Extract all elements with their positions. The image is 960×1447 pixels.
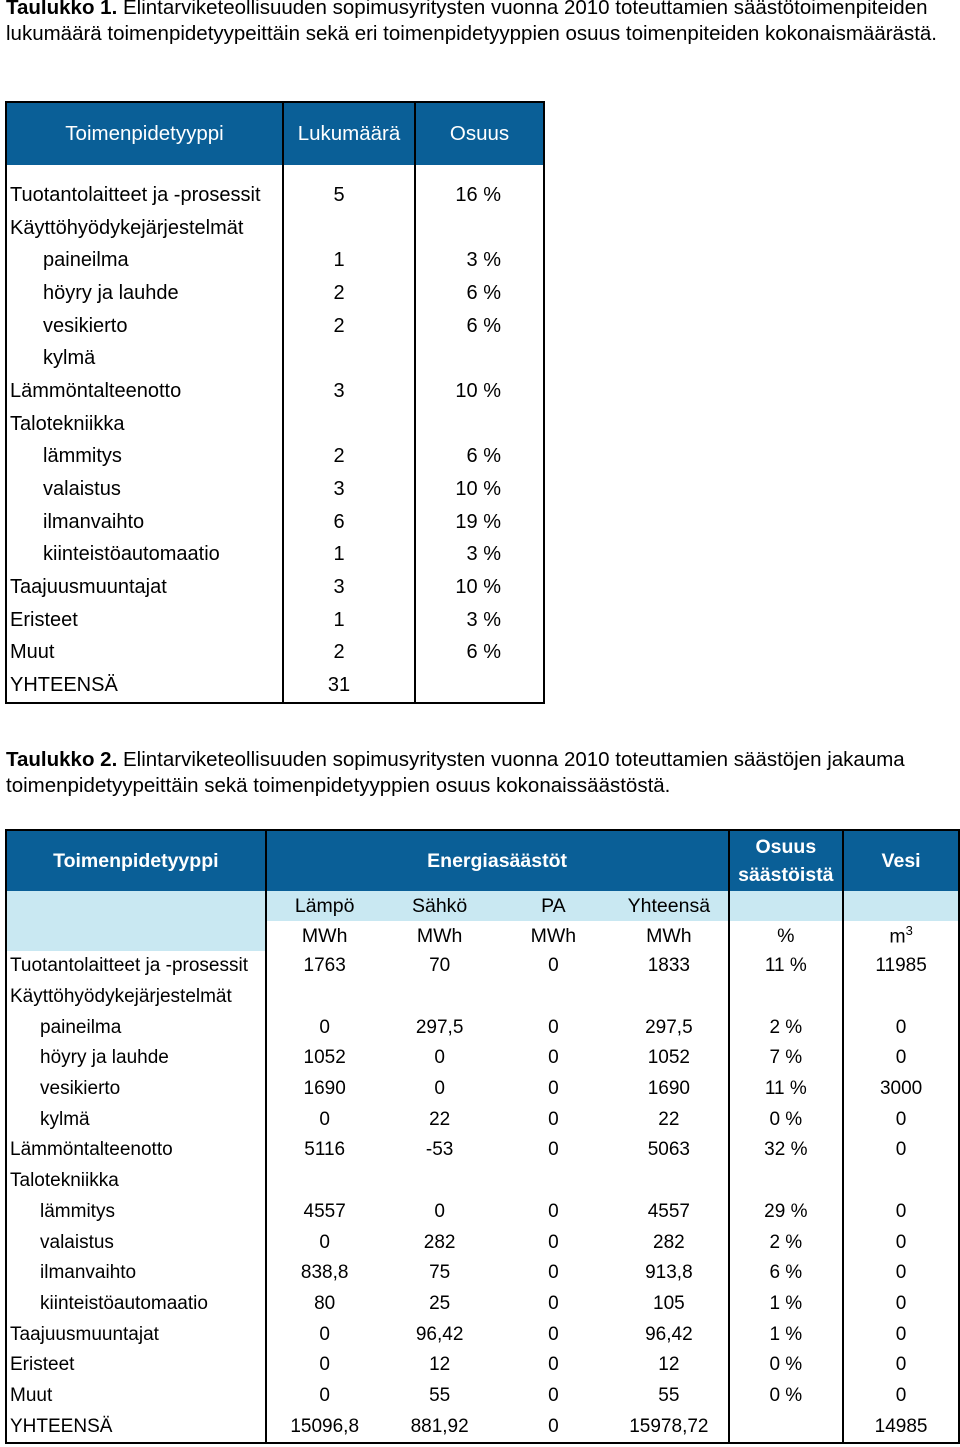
table1-cell-label: Lämmöntalteenotto: [6, 375, 283, 408]
table1-cell-label: kylmä: [6, 342, 283, 375]
table2-cell-label: lämmitys: [6, 1197, 266, 1228]
table2-row: [6, 1411, 959, 1443]
table2-unit-water: [843, 921, 959, 951]
table2-cell-share: [729, 982, 844, 1013]
table2-cell-label: YHTEENSÄ: [6, 1411, 266, 1443]
table2-cell-total: 22: [610, 1104, 728, 1135]
table2-cell-total: [610, 982, 728, 1013]
table1-cell-label: vesikierto: [6, 310, 283, 343]
table1-row: [6, 277, 544, 310]
table2-cell-elec: [383, 982, 497, 1013]
table1-cell-count: 5: [283, 179, 415, 212]
table2-cell-total: 1690: [610, 1074, 728, 1105]
table1-cell-share: 10 %: [455, 379, 501, 402]
table2-cell-label: Lämmöntalteenotto: [6, 1135, 266, 1166]
table2-subheader-water-empty: [843, 891, 959, 921]
table1-cell-share: [415, 669, 544, 703]
table2-cell-pa: 0: [548, 1139, 559, 1161]
table2-cell-share: 1 %: [729, 1289, 844, 1320]
table1-spacer-row: [6, 165, 544, 179]
table2-cell-share: 6 %: [729, 1258, 844, 1289]
table1-cell-count: 6: [283, 506, 415, 539]
table1-cell-label: Talotekniikka: [6, 408, 283, 441]
table2-cell-pa: 0: [548, 955, 559, 977]
table2-cell-heat: 5116: [304, 1139, 346, 1161]
table2-cell-label: paineilma: [6, 1012, 266, 1043]
table1-row: [6, 310, 544, 343]
table2-cell-total: 4557: [610, 1197, 728, 1228]
table2-unit-pa: MWh: [497, 921, 611, 951]
table1-cell-share: [415, 342, 544, 375]
table2-cell-heat: 4557: [303, 1200, 346, 1222]
table2-cell-water: [843, 982, 959, 1013]
table2-cell-share: [729, 1411, 844, 1443]
table1-cell-label: paineilma: [6, 244, 283, 277]
table2-cell-total: 96,42: [610, 1319, 728, 1350]
table2-cell-elec: 75: [429, 1262, 451, 1284]
table1-row: [6, 244, 544, 277]
table2-row: [6, 1350, 959, 1381]
table2-row: [6, 1104, 959, 1135]
table2-row: [6, 1012, 959, 1043]
table2-cell-heat: [266, 1166, 383, 1197]
table1-cell-share: 6 %: [466, 314, 501, 337]
table1-cell-count: 3: [283, 375, 415, 408]
table2-cell-pa: 0: [548, 1231, 559, 1253]
table2-cell-share: 11 %: [729, 951, 844, 982]
table2-cell-water: 0: [895, 1262, 907, 1284]
table1-cell-count: [283, 212, 415, 245]
table2-cell-pa: 0: [548, 1200, 559, 1222]
table2-cell-elec: -53: [425, 1139, 454, 1161]
table2-cell-water: 11985: [875, 955, 927, 977]
table2-row: [6, 1135, 959, 1166]
table2-cell-share: 32 %: [729, 1135, 844, 1166]
table2-cell-label: Eristeet: [6, 1350, 266, 1381]
table2-cell-heat: 0: [319, 1231, 330, 1253]
table2-unit-water-base: m: [889, 925, 906, 948]
table1-spacer-cell: [6, 165, 283, 179]
table2-cell-heat: 15096,8: [290, 1415, 360, 1437]
table1-header-share: Osuus: [415, 102, 544, 165]
table2-cell-share: 7 %: [729, 1043, 844, 1074]
table1-cell-share: 16 %: [455, 183, 501, 206]
table2-row: [6, 1227, 959, 1258]
table1-cell-count: 1: [283, 244, 415, 277]
table1-cell-label: kiinteistöautomaatio: [6, 539, 283, 572]
table2-cell-heat: 1690: [303, 1078, 346, 1100]
table2-cell-heat: [266, 982, 383, 1013]
table2-cell-total: 55: [610, 1381, 728, 1412]
table1-header-row: [6, 102, 544, 165]
table2-cell-total: 12: [610, 1350, 728, 1381]
table2-cell-heat: 0: [319, 1354, 330, 1376]
table1-cell-label: lämmitys: [6, 441, 283, 474]
table2-cell-share: [729, 1166, 844, 1197]
table1-cell-share: 3 %: [466, 249, 501, 272]
table2-cell-water: 0: [895, 1292, 907, 1314]
table1-cell-count: 2: [283, 310, 415, 343]
table2-cell-elec: 22: [429, 1108, 451, 1130]
table2-cell-share: 2 %: [729, 1012, 844, 1043]
table2-cell-elec: 70: [429, 955, 451, 977]
table2-cell-pa: [497, 982, 611, 1013]
table1-cell-share: [415, 212, 544, 245]
table1-cell-share: 10 %: [455, 576, 501, 599]
table1-cell-label: höyry ja lauhde: [6, 277, 283, 310]
table1-row: [6, 571, 544, 604]
table2-unit-elec: MWh: [383, 921, 497, 951]
table2-cell-heat: 838,8: [300, 1262, 349, 1284]
table2-row: [6, 1258, 959, 1289]
table2-cell-label: kylmä: [6, 1104, 266, 1135]
table2-cell-total: 1833: [610, 951, 728, 982]
table2-cell-water: [843, 1166, 959, 1197]
table2-cell-elec: 0: [434, 1200, 445, 1222]
table2-cell-elec: 25: [429, 1292, 451, 1314]
table2-cell-water: 0: [895, 1200, 907, 1222]
table1-cell-share: 3 %: [466, 543, 501, 566]
table2-cell-heat: 0: [319, 1108, 330, 1130]
table2-cell-water: 0: [895, 1016, 907, 1038]
table1-cell-share: [415, 408, 544, 441]
table1-cell-count: 3: [283, 473, 415, 506]
table1-cell-count: 1: [283, 604, 415, 637]
table2-cell-total: [610, 1166, 728, 1197]
table1-cell-label: Tuotantolaitteet ja -prosessit: [6, 179, 283, 212]
table2-row: [6, 1319, 959, 1350]
table2-cell-label: Käyttöhyödykejärjestelmät: [6, 982, 266, 1013]
table2-caption-text: Elintarviketeollisuuden sopimusyritysten vuonna 2010 toteuttamien säästöjen jakauma toimenpidetyypeittäin sekä toimenpidetyyppien osuus kokonaissäästöstä.: [6, 748, 905, 797]
table2-cell-water: 0: [895, 1047, 907, 1069]
table2-cell-pa: 0: [548, 1108, 559, 1130]
table2-subheader-share-empty: [729, 891, 844, 921]
table2-cell-elec: 96,42: [415, 1323, 464, 1345]
table2-cell-water: 0: [895, 1231, 907, 1253]
table2-cell-water: 14985: [874, 1415, 928, 1437]
table2-cell-pa: 0: [548, 1354, 559, 1376]
table2-subheader-pa: PA: [497, 891, 611, 921]
table2-caption: [6, 747, 946, 799]
table1-cell-share: 19 %: [455, 510, 501, 533]
table2-cell-water: 0: [895, 1323, 907, 1345]
table2-cell-share: 29 %: [729, 1197, 844, 1228]
table2-unit-heat: MWh: [266, 921, 383, 951]
table2-cell-elec: 0: [434, 1047, 445, 1069]
table2-cell-water: 0: [895, 1354, 907, 1376]
table2-cell-water: 3000: [879, 1078, 923, 1100]
table1-row: [6, 212, 544, 245]
table1-cell-count: [283, 342, 415, 375]
table1-row: [6, 408, 544, 441]
table2-cell-heat: 1052: [303, 1047, 346, 1069]
table2-cell-total: 1052: [610, 1043, 728, 1074]
table2-unit-water-sup: 3: [905, 923, 913, 939]
table2-row: [6, 1197, 959, 1228]
table2-cell-label: höyry ja lauhde: [6, 1043, 266, 1074]
table2-cell-share: 0 %: [729, 1104, 844, 1135]
table1-header-count: Lukumäärä: [283, 102, 415, 165]
table2-row: [6, 1166, 959, 1197]
table2-cell-water: 0: [895, 1108, 907, 1130]
table1-cell-share: 3 %: [466, 608, 501, 631]
table2-cell-elec: 0: [434, 1078, 445, 1100]
table2: [5, 829, 960, 1444]
table2-cell-elec: 12: [429, 1354, 451, 1376]
table2-cell-label: Tuotantolaitteet ja -prosessit: [6, 951, 266, 982]
table1-cell-count: 2: [283, 277, 415, 310]
table2-cell-pa: 0: [548, 1262, 559, 1284]
table1-row: [6, 539, 544, 572]
table2-cell-pa: 0: [548, 1292, 559, 1314]
table2-cell-label: vesikierto: [6, 1074, 266, 1105]
table2-cell-total: 913,8: [610, 1258, 728, 1289]
table2-cell-water: 0: [895, 1139, 907, 1161]
table2-cell-label: Taajuusmuuntajat: [6, 1319, 266, 1350]
table1-row: [6, 637, 544, 670]
table2-units-empty: [6, 921, 266, 951]
table2-header-type: Toimenpidetyyppi: [6, 830, 266, 891]
table1-row: [6, 604, 544, 637]
table2-cell-heat: 1763: [303, 955, 346, 977]
table2-row: [6, 1074, 959, 1105]
table2-cell-label: kiinteistöautomaatio: [6, 1289, 266, 1320]
table2-row: [6, 1381, 959, 1412]
table2-header-share-line2: säästöistä: [738, 864, 834, 886]
table2-row: [6, 1289, 959, 1320]
table2-cell-share: 0 %: [729, 1350, 844, 1381]
table2-caption-label: Taulukko 2.: [6, 748, 118, 771]
table1-row: [6, 669, 544, 703]
table2-subheader-heat: Lämpö: [266, 891, 383, 921]
table1-cell-count: 2: [283, 637, 415, 670]
table1-cell-label: valaistus: [6, 473, 283, 506]
table2-header-share: [729, 830, 844, 891]
table2-cell-pa: 0: [548, 1384, 559, 1406]
table2-cell-pa: 0: [548, 1016, 559, 1038]
table2-cell-total: 5063: [610, 1135, 728, 1166]
table1: [5, 101, 545, 704]
table2-cell-label: valaistus: [6, 1227, 266, 1258]
table1-cell-share: 6 %: [466, 445, 501, 468]
table2-header-share-line1: Osuus: [755, 836, 817, 858]
table2-units-row: [6, 921, 959, 951]
table1-caption: [6, 0, 946, 47]
table2-row: [6, 982, 959, 1013]
table2-subheader-total: Yhteensä: [610, 891, 728, 921]
table2-cell-elec: [383, 1166, 497, 1197]
table2-subheader-empty: [6, 891, 266, 921]
table1-cell-share: 10 %: [455, 478, 501, 501]
table2-cell-pa: 0: [548, 1078, 559, 1100]
table2-cell-pa: 0: [548, 1415, 559, 1437]
table1-cell-count: 31: [283, 669, 415, 703]
table2-cell-share: 0 %: [729, 1381, 844, 1412]
table1-row: [6, 375, 544, 408]
table2-cell-pa: 0: [548, 1323, 559, 1345]
table1-cell-count: 1: [283, 539, 415, 572]
table2-subheader-row: [6, 891, 959, 921]
table1-cell-count: [283, 408, 415, 441]
table2-cell-total: 297,5: [610, 1012, 728, 1043]
table2-cell-total: 105: [610, 1289, 728, 1320]
table2-subheader-elec: Sähkö: [383, 891, 497, 921]
table1-row: [6, 441, 544, 474]
table2-body: [6, 951, 959, 1443]
table2-cell-share: 2 %: [729, 1227, 844, 1258]
table1-cell-label: Taajuusmuuntajat: [6, 571, 283, 604]
table2-cell-share: 11 %: [729, 1074, 844, 1105]
table1-row: [6, 179, 544, 212]
table2-cell-heat: 80: [314, 1292, 336, 1314]
table2-cell-total: 282: [610, 1227, 728, 1258]
table2-cell-label: Muut: [6, 1381, 266, 1412]
table1-cell-label: ilmanvaihto: [6, 506, 283, 539]
table2-cell-elec: 55: [429, 1384, 451, 1406]
table2-cell-water: 0: [895, 1384, 907, 1406]
table2-cell-heat: 0: [319, 1323, 330, 1345]
table2-cell-elec: 297,5: [415, 1016, 464, 1038]
table1-body: [6, 179, 544, 703]
table1-cell-label: Eristeet: [6, 604, 283, 637]
table2-cell-pa: 0: [548, 1047, 559, 1069]
table1-cell-label: Käyttöhyödykejärjestelmät: [6, 212, 283, 245]
table1-cell-label: YHTEENSÄ: [6, 669, 283, 703]
table2-cell-label: ilmanvaihto: [6, 1258, 266, 1289]
table2-cell-pa: [497, 1166, 611, 1197]
table1-row: [6, 473, 544, 506]
table1-spacer-cell: [415, 165, 544, 179]
table2-row: [6, 1043, 959, 1074]
table2-header-water: Vesi: [843, 830, 959, 891]
table2-header-energy: Energiasäästöt: [266, 830, 729, 891]
table1-cell-count: 3: [283, 571, 415, 604]
table1-caption-label: Taulukko 1.: [6, 0, 118, 19]
table2-cell-total: 15978,72: [610, 1411, 728, 1443]
table2-unit-total: MWh: [610, 921, 728, 951]
table1-row: [6, 506, 544, 539]
table1-header-type: Toimenpidetyyppi: [6, 102, 283, 165]
table1-row: [6, 342, 544, 375]
table1-cell-label: Muut: [6, 637, 283, 670]
table2-cell-elec: 881,92: [410, 1415, 469, 1437]
table2-header-row: [6, 830, 959, 891]
table2-cell-share: 1 %: [729, 1319, 844, 1350]
table1-spacer-cell: [283, 165, 415, 179]
table1-cell-count: 2: [283, 441, 415, 474]
table1-cell-share: 6 %: [466, 641, 501, 664]
table1-caption-text: Elintarviketeollisuuden sopimusyritysten vuonna 2010 toteuttamien säästötoimenpiteiden lukumäärä toimenpidetyypeittäin sekä eri toimenpidetyyppien osuus toimenpiteiden kokonaismäärästä.: [6, 0, 937, 45]
table2-cell-elec: 282: [423, 1231, 456, 1253]
table2-cell-heat: 0: [319, 1016, 330, 1038]
table2-unit-share: %: [729, 921, 844, 951]
table1-cell-share: 6 %: [466, 281, 501, 304]
table2-cell-heat: 0: [319, 1384, 330, 1406]
table2-cell-label: Talotekniikka: [6, 1166, 266, 1197]
table2-row: [6, 951, 959, 982]
